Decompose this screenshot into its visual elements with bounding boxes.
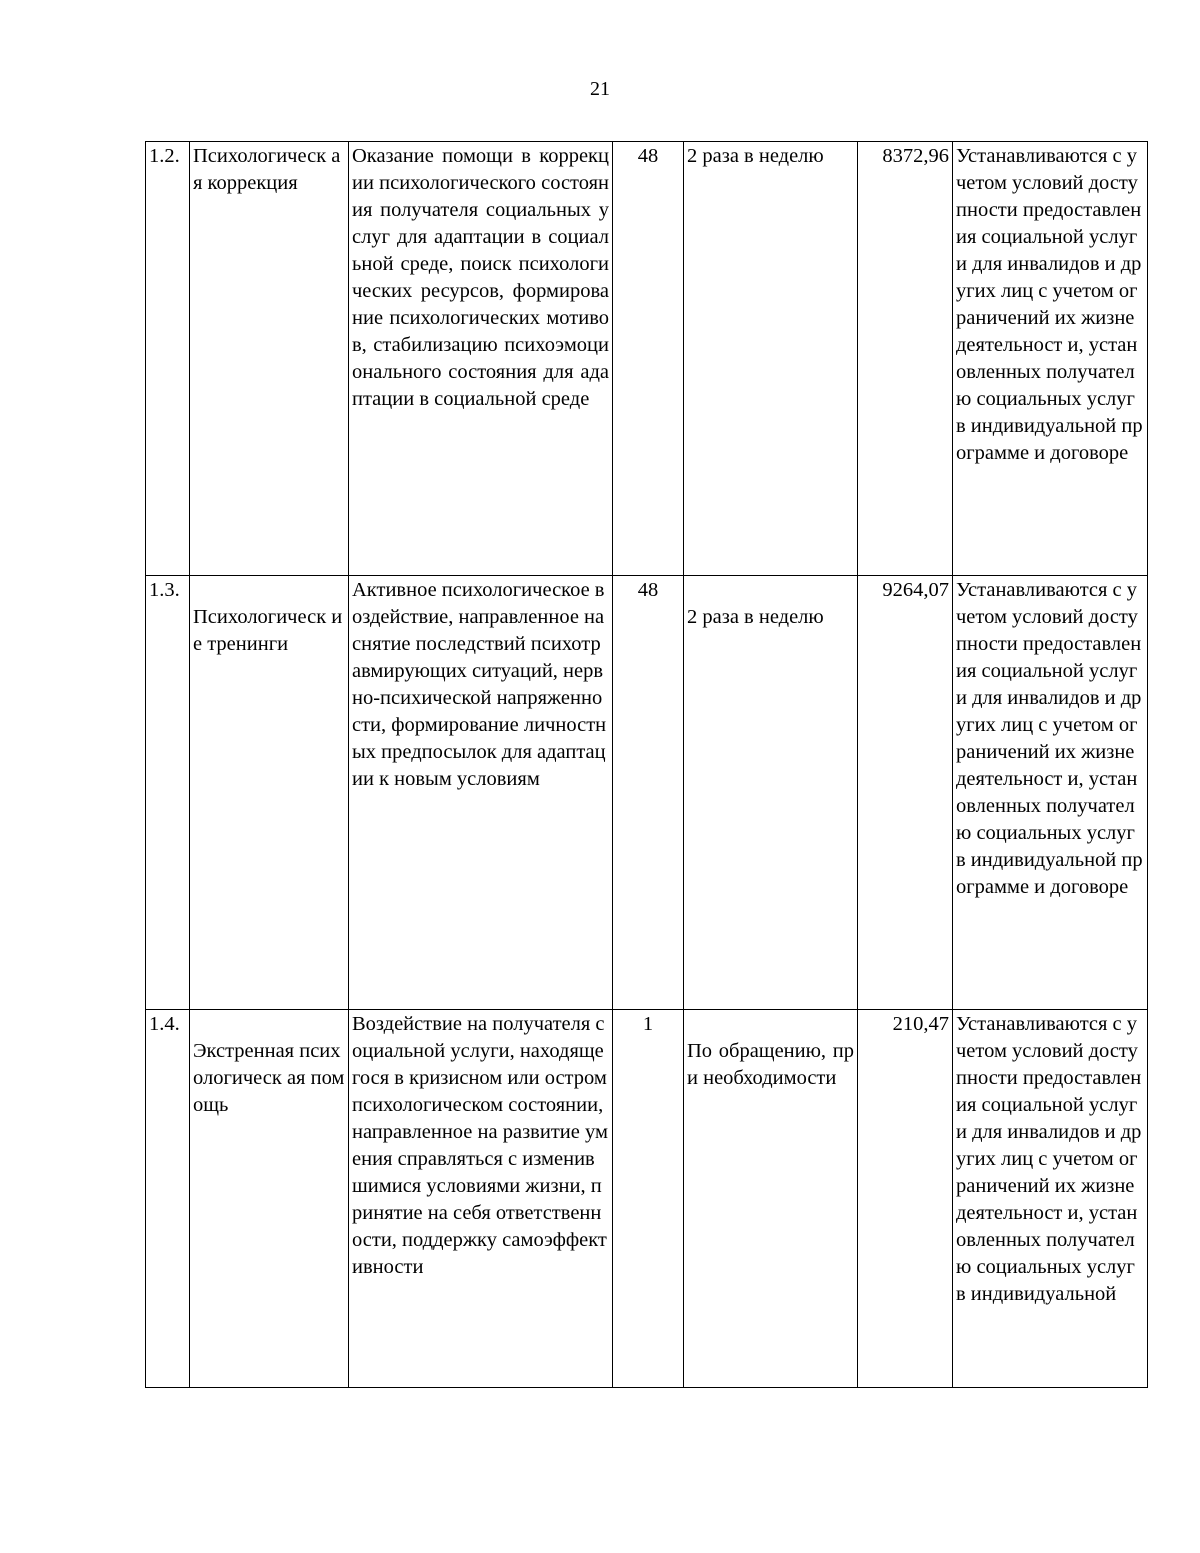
service-frequency: По обращению, при необходимости: [684, 1010, 858, 1388]
service-description: Воздействие на получателя социальной услуги, находящегося в кризисном или остром психологическом состоянии, направленное на развитие умения справляться с изменившимися условиями жизни, принятие на себя ответственности, поддержку самоэффективности: [349, 1010, 613, 1388]
row-number: 1.2.: [146, 142, 190, 576]
page-number: 21: [590, 78, 610, 100]
table-row: [146, 1010, 1148, 1388]
table-row: [146, 142, 1148, 576]
services-table: [145, 141, 1148, 1388]
table-row: [146, 576, 1148, 1010]
service-name: Психологическ ие тренинги: [190, 576, 349, 1010]
service-price: 8372,96: [858, 142, 953, 576]
service-volume: 1: [613, 1010, 684, 1388]
service-conditions: Устанавливаются с учетом условий доступности предоставления социальной услуги для инвалидов и других лиц с учетом ограничений их жизнедеятельност и, установленных получателю социальных услуг в индивидуальной программе и договоре: [953, 576, 1148, 1010]
service-description: Оказание помощи в коррекции психологического состояния получателя социальных услуг для адаптации в социальной среде, поиск психологических ресурсов, формирование психологических мотивов, стабилизацию психоэмоционального состояния для адаптации в социальной среде: [349, 142, 613, 576]
service-description: Активное психологическое воздействие, направленное на снятие последствий психотравмирующих ситуаций, нервно-психической напряженности, формирование личностных предпосылок для адаптации к новым условиям: [349, 576, 613, 1010]
service-price: 9264,07: [858, 576, 953, 1010]
service-volume: 48: [613, 576, 684, 1010]
service-conditions: Устанавливаются с учетом условий доступности предоставления социальной услуги для инвалидов и других лиц с учетом ограничений их жизнедеятельност и, установленных получателю социальных услуг в индивидуальной: [953, 1010, 1148, 1388]
service-conditions: Устанавливаются с учетом условий доступности предоставления социальной услуги для инвалидов и других лиц с учетом ограничений их жизнедеятельност и, установленных получателю социальных услуг в индивидуальной программе и договоре: [953, 142, 1148, 576]
service-name: Экстренная психологическ ая помощь: [190, 1010, 349, 1388]
row-number: 1.3.: [146, 576, 190, 1010]
service-volume: 48: [613, 142, 684, 576]
service-price: 210,47: [858, 1010, 953, 1388]
row-number: 1.4.: [146, 1010, 190, 1388]
service-frequency: 2 раза в неделю: [684, 576, 858, 1010]
service-name: Психологическ ая коррекция: [190, 142, 349, 576]
service-frequency: 2 раза в неделю: [684, 142, 858, 576]
